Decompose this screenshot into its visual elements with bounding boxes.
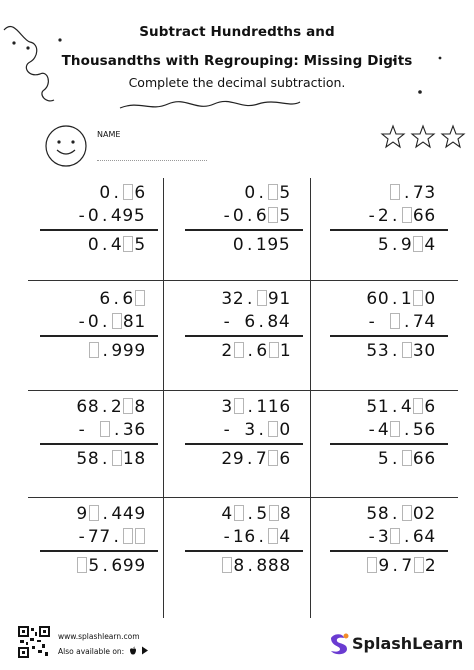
difference-row [221, 555, 341, 577]
digit: 6 [424, 206, 436, 226]
grid-divider [28, 280, 458, 281]
minuend-row [366, 288, 474, 310]
subtraction-problem [330, 288, 450, 368]
digit: 6 [244, 312, 256, 332]
minus-sign: - [78, 206, 85, 226]
digit [233, 182, 245, 204]
digit: 0 [232, 235, 244, 255]
splashlearn-logo-icon [328, 632, 350, 656]
digit: 6 [279, 449, 291, 469]
digit: 1 [256, 397, 268, 417]
digit: . [258, 420, 264, 440]
digit: 3 [221, 397, 233, 417]
missing-digit-box[interactable] [112, 450, 122, 466]
digit: . [247, 556, 253, 576]
digit: 1 [134, 312, 146, 332]
minus-sign: - [78, 420, 85, 440]
digit: 6 [122, 289, 134, 309]
digit: 5 [256, 504, 268, 524]
digit: 7 [412, 312, 424, 332]
digit: 2 [110, 397, 122, 417]
subtraction-problem [185, 396, 305, 476]
digit: . [102, 341, 108, 361]
digit [233, 311, 245, 333]
missing-digit-box[interactable] [123, 528, 133, 544]
digit: 4 [221, 504, 233, 524]
digit: 9 [378, 556, 390, 576]
missing-digit-box[interactable] [414, 557, 424, 573]
subtrahend-row [221, 526, 341, 548]
subtraction-problem [185, 288, 305, 368]
digit: 5 [279, 206, 291, 226]
digit: 0 [87, 235, 99, 255]
digit: 8 [279, 504, 291, 524]
digit: . [258, 527, 264, 547]
digit: 6 [279, 397, 291, 417]
subtraction-problem [185, 503, 305, 583]
digit [233, 419, 245, 441]
missing-digit-box[interactable] [402, 505, 412, 521]
digit: 8 [267, 312, 279, 332]
digit: 3 [424, 183, 436, 203]
missing-digit-box[interactable] [89, 505, 99, 521]
digit: 5 [366, 341, 378, 361]
missing-digit-box[interactable] [390, 528, 400, 544]
answer-line [185, 229, 303, 231]
digit: 6 [366, 289, 378, 309]
subtraction-problem [40, 396, 160, 476]
digit: 8 [87, 397, 99, 417]
missing-digit-box[interactable] [402, 207, 412, 223]
missing-digit-box[interactable] [390, 421, 400, 437]
play-store-icon[interactable] [141, 646, 149, 655]
digit: 6 [244, 527, 256, 547]
grid-divider [28, 497, 458, 498]
minus-sign: - [223, 312, 230, 332]
difference-row [366, 340, 474, 362]
minus-sign: - [368, 420, 375, 440]
digit: 9 [267, 289, 279, 309]
minus-sign: - [78, 527, 85, 547]
digit: 8 [122, 312, 134, 332]
subtrahend-row [221, 205, 341, 227]
available-on-label: Also available on: [58, 646, 149, 656]
digit: 6 [412, 206, 424, 226]
missing-digit-box[interactable] [234, 505, 244, 521]
digit: . [392, 235, 398, 255]
digit: 6 [76, 397, 88, 417]
missing-digit-box[interactable] [413, 290, 423, 306]
subtrahend-row [76, 419, 196, 441]
page-title-line1: Subtract Hundredths and [139, 24, 335, 40]
digit: 9 [122, 341, 134, 361]
digit: . [392, 206, 398, 226]
digit: 6 [412, 527, 424, 547]
subtrahend-row [366, 526, 474, 548]
digit: 0 [412, 504, 424, 524]
digit: . [392, 556, 398, 576]
digit: 9 [134, 504, 146, 524]
minuend-row [366, 503, 474, 525]
digit: 1 [377, 397, 389, 417]
digit: . [102, 449, 108, 469]
subtrahend-row [366, 311, 474, 333]
subtraction-problem [40, 288, 160, 368]
missing-digit-box[interactable] [390, 313, 400, 329]
digit [378, 182, 390, 204]
minuend-row [221, 288, 341, 310]
missing-digit-box[interactable] [234, 398, 244, 414]
digit: 4 [400, 397, 412, 417]
missing-digit-box[interactable] [268, 207, 278, 223]
answer-line [185, 550, 303, 552]
missing-digit-box[interactable] [268, 184, 278, 200]
missing-digit-box[interactable] [269, 342, 279, 358]
digit: 5 [88, 556, 100, 576]
missing-digit-box[interactable] [367, 557, 377, 573]
digit: 0 [424, 341, 436, 361]
digit: 6 [255, 206, 267, 226]
digit: 0 [232, 206, 244, 226]
answer-line [330, 229, 448, 231]
digit: 8 [256, 556, 268, 576]
smiley-icon [44, 124, 88, 168]
splashlearn-brand: SplashLearn [352, 634, 464, 653]
digit: 6 [111, 556, 123, 576]
missing-digit-box[interactable] [413, 236, 423, 252]
digit: 5 [412, 420, 424, 440]
grid-divider [28, 390, 458, 391]
missing-digit-box[interactable] [100, 421, 110, 437]
missing-digit-box[interactable] [390, 184, 400, 200]
digit: 9 [267, 235, 279, 255]
digit: . [404, 183, 410, 203]
missing-digit-box[interactable] [268, 421, 278, 437]
digit: 4 [111, 504, 123, 524]
missing-digit-box[interactable] [268, 450, 278, 466]
subtraction-problem [40, 503, 160, 583]
digit: 8 [134, 449, 146, 469]
digit: 3 [122, 420, 134, 440]
digit: . [114, 420, 120, 440]
digit: . [102, 504, 108, 524]
missing-digit-box[interactable] [413, 398, 423, 414]
digit: 4 [122, 504, 134, 524]
digit: . [247, 397, 253, 417]
digit: . [247, 504, 253, 524]
digit: . [404, 312, 410, 332]
digit: 8 [233, 556, 245, 576]
subtrahend-row [76, 526, 196, 548]
name-field[interactable] [97, 160, 207, 161]
digit: 4 [279, 527, 291, 547]
missing-digit-box[interactable] [234, 342, 244, 358]
missing-digit-box[interactable] [123, 398, 133, 414]
digit [88, 182, 100, 204]
apple-icon[interactable] [129, 646, 137, 655]
digit: 9 [122, 556, 134, 576]
digit: 1 [255, 235, 267, 255]
digit: . [113, 183, 119, 203]
digit: 3 [412, 341, 424, 361]
digit: 5 [76, 449, 88, 469]
digit: 3 [244, 420, 256, 440]
digit: 2 [221, 341, 233, 361]
digit: 5 [278, 235, 290, 255]
difference-row [221, 448, 341, 470]
answer-line [330, 550, 448, 552]
digit: 5 [377, 235, 389, 255]
missing-digit-box[interactable] [135, 290, 145, 306]
missing-digit-box[interactable] [135, 528, 145, 544]
digit: 1 [122, 449, 134, 469]
minuend-row [221, 503, 341, 525]
digit: 7 [87, 527, 99, 547]
minuend-row [76, 396, 196, 418]
digit [88, 419, 100, 441]
digit: 0 [279, 420, 291, 440]
minus-sign: - [368, 527, 375, 547]
digit: 1 [279, 341, 291, 361]
digit: 1 [267, 397, 279, 417]
digit: 0 [244, 183, 256, 203]
digit: . [113, 527, 119, 547]
digit: 7 [255, 449, 267, 469]
answer-line [40, 229, 158, 231]
minuend-row [221, 396, 341, 418]
digit: . [102, 312, 108, 332]
digit: 2 [232, 289, 244, 309]
digit: . [392, 504, 398, 524]
missing-digit-box[interactable] [89, 342, 99, 358]
digit: 4 [424, 312, 436, 332]
digit: 8 [267, 556, 279, 576]
digit: 8 [87, 449, 99, 469]
digit: . [113, 289, 119, 309]
answer-line [185, 443, 303, 445]
qr-code-icon [18, 626, 50, 658]
digit: 6 [424, 449, 436, 469]
digit: 5 [366, 397, 378, 417]
digit: . [258, 183, 264, 203]
missing-digit-box[interactable] [268, 528, 278, 544]
digit: 9 [122, 206, 134, 226]
subtrahend-row [221, 419, 341, 441]
digit: 5 [279, 183, 291, 203]
answer-line [40, 335, 158, 337]
answer-line [185, 335, 303, 337]
website-link[interactable]: www.splashlearn.com [58, 632, 140, 641]
missing-digit-box[interactable] [257, 290, 267, 306]
digit: 2 [424, 504, 436, 524]
minus-sign: - [368, 206, 375, 226]
digit: 9 [134, 341, 146, 361]
digit: 9 [134, 556, 146, 576]
subtraction-problem [40, 182, 160, 262]
answer-line [330, 443, 448, 445]
difference-row [76, 448, 196, 470]
digit: . [258, 312, 264, 332]
digit: 4 [424, 527, 436, 547]
digit: 0 [424, 289, 436, 309]
subtrahend-row [221, 311, 341, 333]
digit: 2 [424, 556, 436, 576]
digit: . [102, 556, 108, 576]
difference-row [221, 340, 341, 362]
subtrahend-row [76, 311, 196, 333]
minuend-row [378, 182, 474, 204]
digit: 0 [99, 183, 111, 203]
digit: 4 [110, 206, 122, 226]
digit: . [102, 397, 108, 417]
missing-digit-box[interactable] [123, 236, 133, 252]
digit: . [102, 235, 108, 255]
digit: . [392, 341, 398, 361]
digit: 7 [401, 556, 413, 576]
digit: 5 [366, 504, 378, 524]
digit: 4 [424, 235, 436, 255]
answer-line [40, 550, 158, 552]
digit: 7 [412, 183, 424, 203]
subtraction-problem [330, 396, 450, 476]
digit: 5 [134, 235, 146, 255]
answer-line [40, 443, 158, 445]
digit: 3 [377, 527, 389, 547]
digit: 4 [110, 235, 122, 255]
answer-line [330, 335, 448, 337]
difference-row [366, 555, 474, 577]
digit: . [404, 527, 410, 547]
digit: 7 [99, 527, 111, 547]
digit: 6 [424, 420, 436, 440]
digit: 8 [134, 397, 146, 417]
subtrahend-row [76, 205, 196, 227]
digit: 6 [134, 183, 146, 203]
digit: 9 [232, 449, 244, 469]
missing-digit-box[interactable] [402, 450, 412, 466]
missing-digit-box[interactable] [112, 313, 122, 329]
digit: 2 [221, 449, 233, 469]
minus-sign: - [223, 206, 230, 226]
digit: 3 [377, 341, 389, 361]
digit: 1 [400, 289, 412, 309]
difference-row [76, 555, 196, 577]
digit: 1 [279, 289, 291, 309]
digit: 6 [134, 420, 146, 440]
minuend-row [366, 396, 474, 418]
digit: 5 [377, 449, 389, 469]
digit: 1 [232, 527, 244, 547]
digit: . [247, 289, 253, 309]
digit: 6 [424, 397, 436, 417]
digit: 9 [76, 504, 88, 524]
subtraction-problem [330, 182, 450, 262]
digit: 6 [256, 341, 268, 361]
digit: . [404, 420, 410, 440]
digit: . [392, 289, 398, 309]
missing-digit-box[interactable] [402, 342, 412, 358]
subtraction-problem [185, 182, 305, 262]
subtrahend-row [366, 419, 474, 441]
digit: . [247, 206, 253, 226]
digit [378, 311, 390, 333]
digit: . [102, 206, 108, 226]
digit: 2 [377, 206, 389, 226]
name-label: NAME [97, 130, 121, 139]
digit: 8 [377, 504, 389, 524]
digit: . [392, 397, 398, 417]
digit: . [392, 449, 398, 469]
missing-digit-box[interactable] [269, 505, 279, 521]
missing-digit-box[interactable] [77, 557, 87, 573]
minus-sign: - [78, 312, 85, 332]
digit: 0 [87, 312, 99, 332]
digit: 6 [99, 289, 111, 309]
subtraction-problem [330, 503, 450, 583]
digit: . [247, 235, 253, 255]
difference-row [378, 234, 474, 256]
digit: 8 [279, 556, 291, 576]
minus-sign: - [223, 527, 230, 547]
missing-digit-box[interactable] [222, 557, 232, 573]
minus-sign: - [223, 420, 230, 440]
digit: 6 [412, 449, 424, 469]
digit: 9 [111, 341, 123, 361]
star-icon [380, 124, 470, 150]
minus-sign: - [368, 312, 375, 332]
missing-digit-box[interactable] [123, 184, 133, 200]
digit: 4 [377, 420, 389, 440]
digit: 9 [400, 235, 412, 255]
minuend-row [76, 503, 196, 525]
digit: 4 [278, 312, 290, 332]
page-title-line2: Thousandths with Regrouping: Missing Digits [61, 53, 413, 69]
instructions: Complete the decimal subtraction. [128, 75, 346, 90]
digit: 5 [133, 206, 145, 226]
digit: . [247, 449, 253, 469]
digit: 0 [87, 206, 99, 226]
digit: . [247, 341, 253, 361]
digit: 0 [377, 289, 389, 309]
digit: 3 [221, 289, 233, 309]
difference-row [378, 448, 474, 470]
subtrahend-row [366, 205, 474, 227]
